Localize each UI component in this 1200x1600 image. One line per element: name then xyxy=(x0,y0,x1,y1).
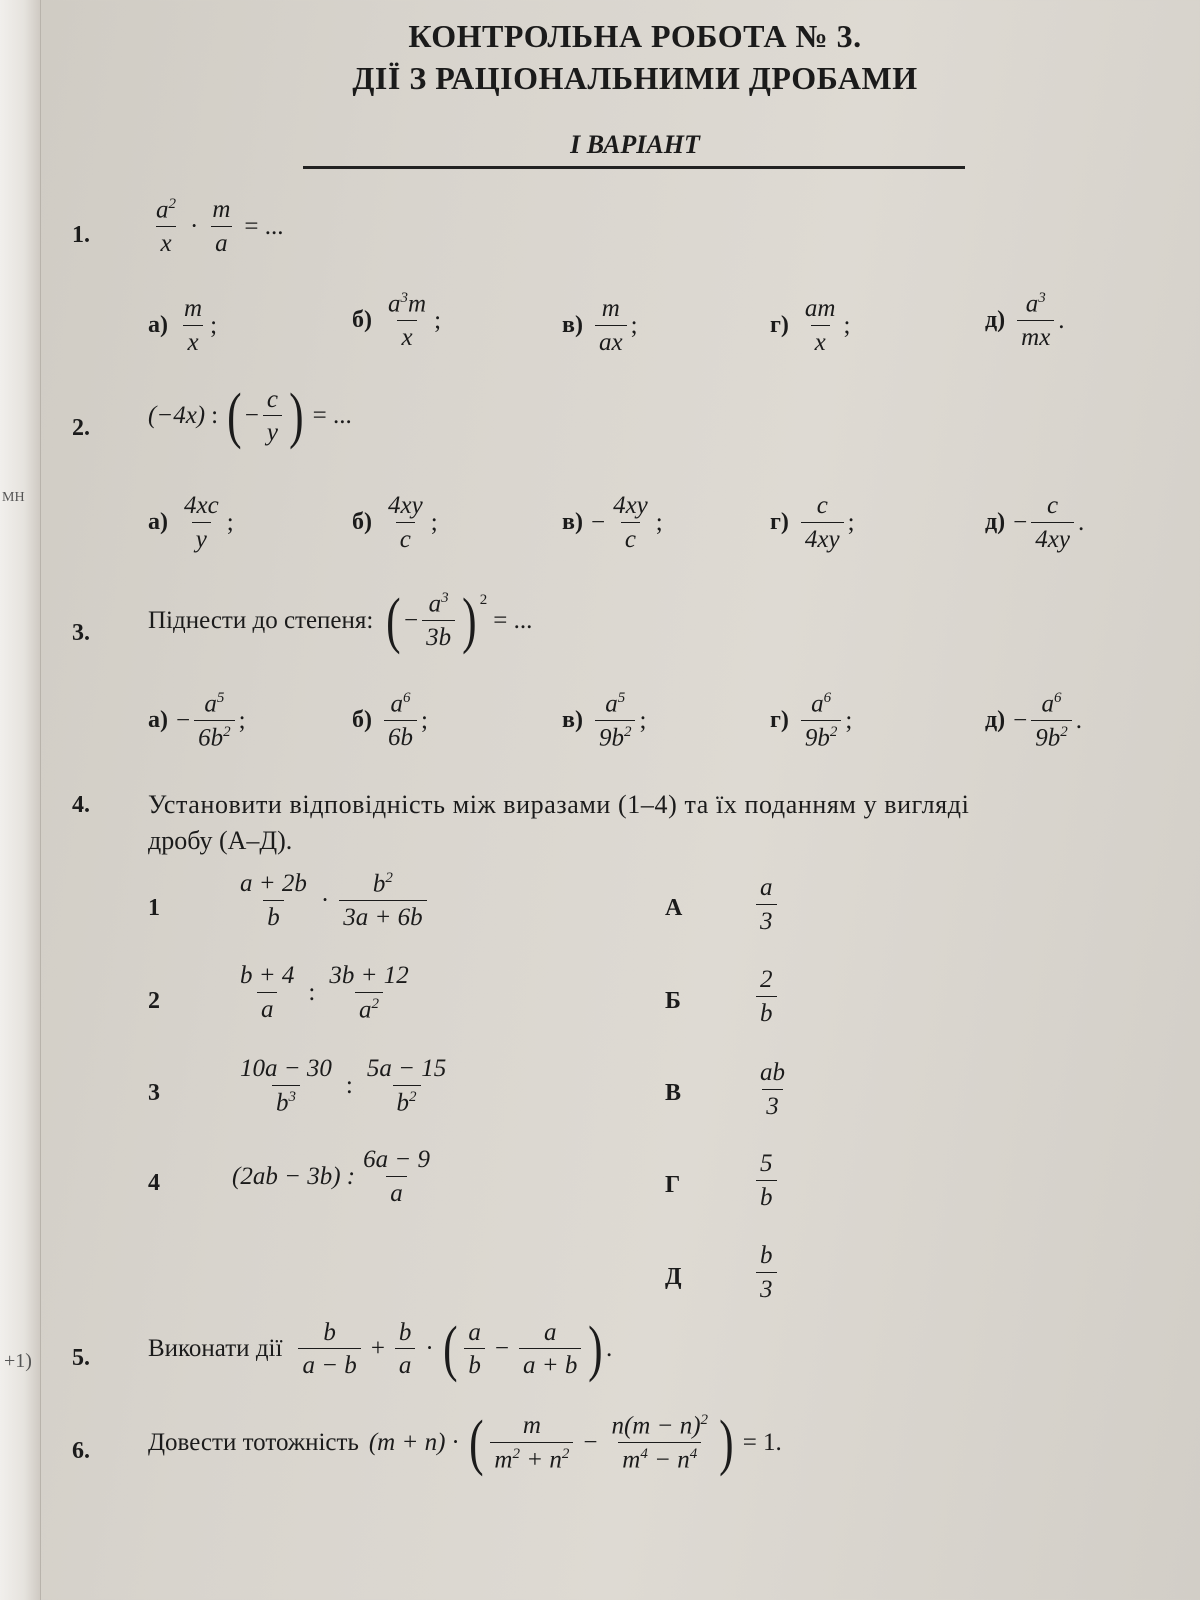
problem-3-expression: Піднести до степеня: ( − $\frac{a^3}{3b}$ ) $^2$ = ... xyxy=(148,587,533,655)
problem-4-text-line1: Установити відповідність між виразами (1–4) та їх поданням у вигляді xyxy=(148,790,970,819)
match-right-d-fraction: $\frac{5}{b}$ xyxy=(752,1150,781,1211)
problem-6-number: 6. xyxy=(72,1438,90,1464)
problem-1-expression: $\frac{a^2}{x}$ · $\frac{m}{a}$ = ... xyxy=(156,196,284,257)
problem-1-option-b: б) $\frac{a^3m}{x}$ ; xyxy=(352,290,442,351)
problem-2-option-d: г) $\frac{c}{4xy}$ ; xyxy=(770,492,855,553)
problem-2-expression: (−4x) : ( − $\frac{c}{y}$ ) = ... xyxy=(148,382,352,450)
problem-4-number: 4. xyxy=(72,792,90,818)
book-page-edge xyxy=(0,0,41,1600)
problem-2-option-c: в) − $\frac{4xy}{c}$ ; xyxy=(562,492,663,553)
match-left-1-number: 1 xyxy=(148,895,160,921)
problem-2-option-b: б) $\frac{4xy}{c}$ ; xyxy=(352,492,438,553)
problem-5-expression: Виконати дії $\frac{b}{a - b}$ + $\frac{b}{a}$ · ( $\frac{a}{b}$ − $\frac{a}{a + b}$ ) . xyxy=(148,1315,613,1383)
match-left-1-expression: $\frac{a + 2b}{b}$ · $\frac{b^2}{3a + 6b}$ xyxy=(232,870,431,931)
match-right-b-letter: Б xyxy=(665,988,681,1014)
match-right-d-letter: Г xyxy=(665,1172,681,1198)
problem-2-number: 2. xyxy=(72,415,90,441)
margin-mark: МН xyxy=(2,490,25,505)
problem-1-option-d: г) $\frac{am}{x}$ ; xyxy=(770,295,851,356)
match-left-4-number: 4 xyxy=(148,1170,160,1196)
match-left-3-expression: $\frac{10a - 30}{b^3}$ : $\frac{5a - 15}{b^2}$ xyxy=(240,1055,447,1116)
match-right-a-letter: А xyxy=(665,895,683,921)
match-left-4-expression: (2ab − 3b) : $\frac{6a - 9}{a}$ xyxy=(232,1146,430,1207)
match-right-b-fraction: $\frac{2}{b}$ xyxy=(752,966,781,1027)
problem-3-option-c: в) $\frac{a^5}{9b^2}$ ; xyxy=(562,690,647,752)
match-left-2-expression: $\frac{b + 4}{a}$ : $\frac{3b + 12}{a^2}$ xyxy=(240,962,409,1023)
problem-1-option-e: д) $\frac{a^3}{mx}$ . xyxy=(985,290,1065,351)
problem-6-expression: Довести тотожність (m + n) · ( $\frac{m}{m^2 + n^2}$ − $\frac{n(m - n)^2}{m^4 - n^4}$ ) = 1. xyxy=(148,1409,782,1477)
problem-4-text-line2: дробу (А–Д). xyxy=(148,826,293,855)
problem-2-option-a: а) $\frac{4xc}{y}$ ; xyxy=(148,492,234,553)
problem-1-number: 1. xyxy=(72,222,90,248)
problem-1-option-a: а) $\frac{m}{x}$ ; xyxy=(148,295,218,356)
problem-3-option-d: г) $\frac{a^6}{9b^2}$ ; xyxy=(770,690,853,752)
problem-3-option-e: д) − $\frac{a^6}{9b^2}$ . xyxy=(985,690,1082,752)
problem-2-option-e: д) − $\frac{c}{4xy}$ . xyxy=(985,492,1085,553)
margin-paren-mark: +1) xyxy=(4,1350,32,1372)
variant-heading: I ВАРІАНТ xyxy=(570,130,700,159)
match-right-e-letter: Д xyxy=(665,1264,682,1290)
match-right-a-fraction: $\frac{a}{3}$ xyxy=(752,874,781,935)
problem-3-option-b: б) $\frac{a^6}{6b}$ ; xyxy=(352,690,428,751)
problem-3-number: 3. xyxy=(72,620,90,646)
problem-5-number: 5. xyxy=(72,1345,90,1371)
match-left-3-number: 3 xyxy=(148,1080,160,1106)
page-title-line2: ДІЇ З РАЦІОНАЛЬНИМИ ДРОБАМИ xyxy=(352,60,918,96)
match-right-c-fraction: $\frac{ab}{3}$ xyxy=(760,1059,785,1120)
problem-3-option-a: а) − $\frac{a^5}{6b^2}$ ; xyxy=(148,690,246,752)
match-right-c-letter: В xyxy=(665,1080,682,1106)
title-divider xyxy=(303,166,965,169)
problem-1-option-c: в) $\frac{m}{ax}$ ; xyxy=(562,295,638,356)
match-right-e-fraction: $\frac{b}{3}$ xyxy=(752,1242,781,1303)
page-title-line1: КОНТРОЛЬНА РОБОТА № 3. xyxy=(408,18,862,54)
match-left-2-number: 2 xyxy=(148,988,160,1014)
